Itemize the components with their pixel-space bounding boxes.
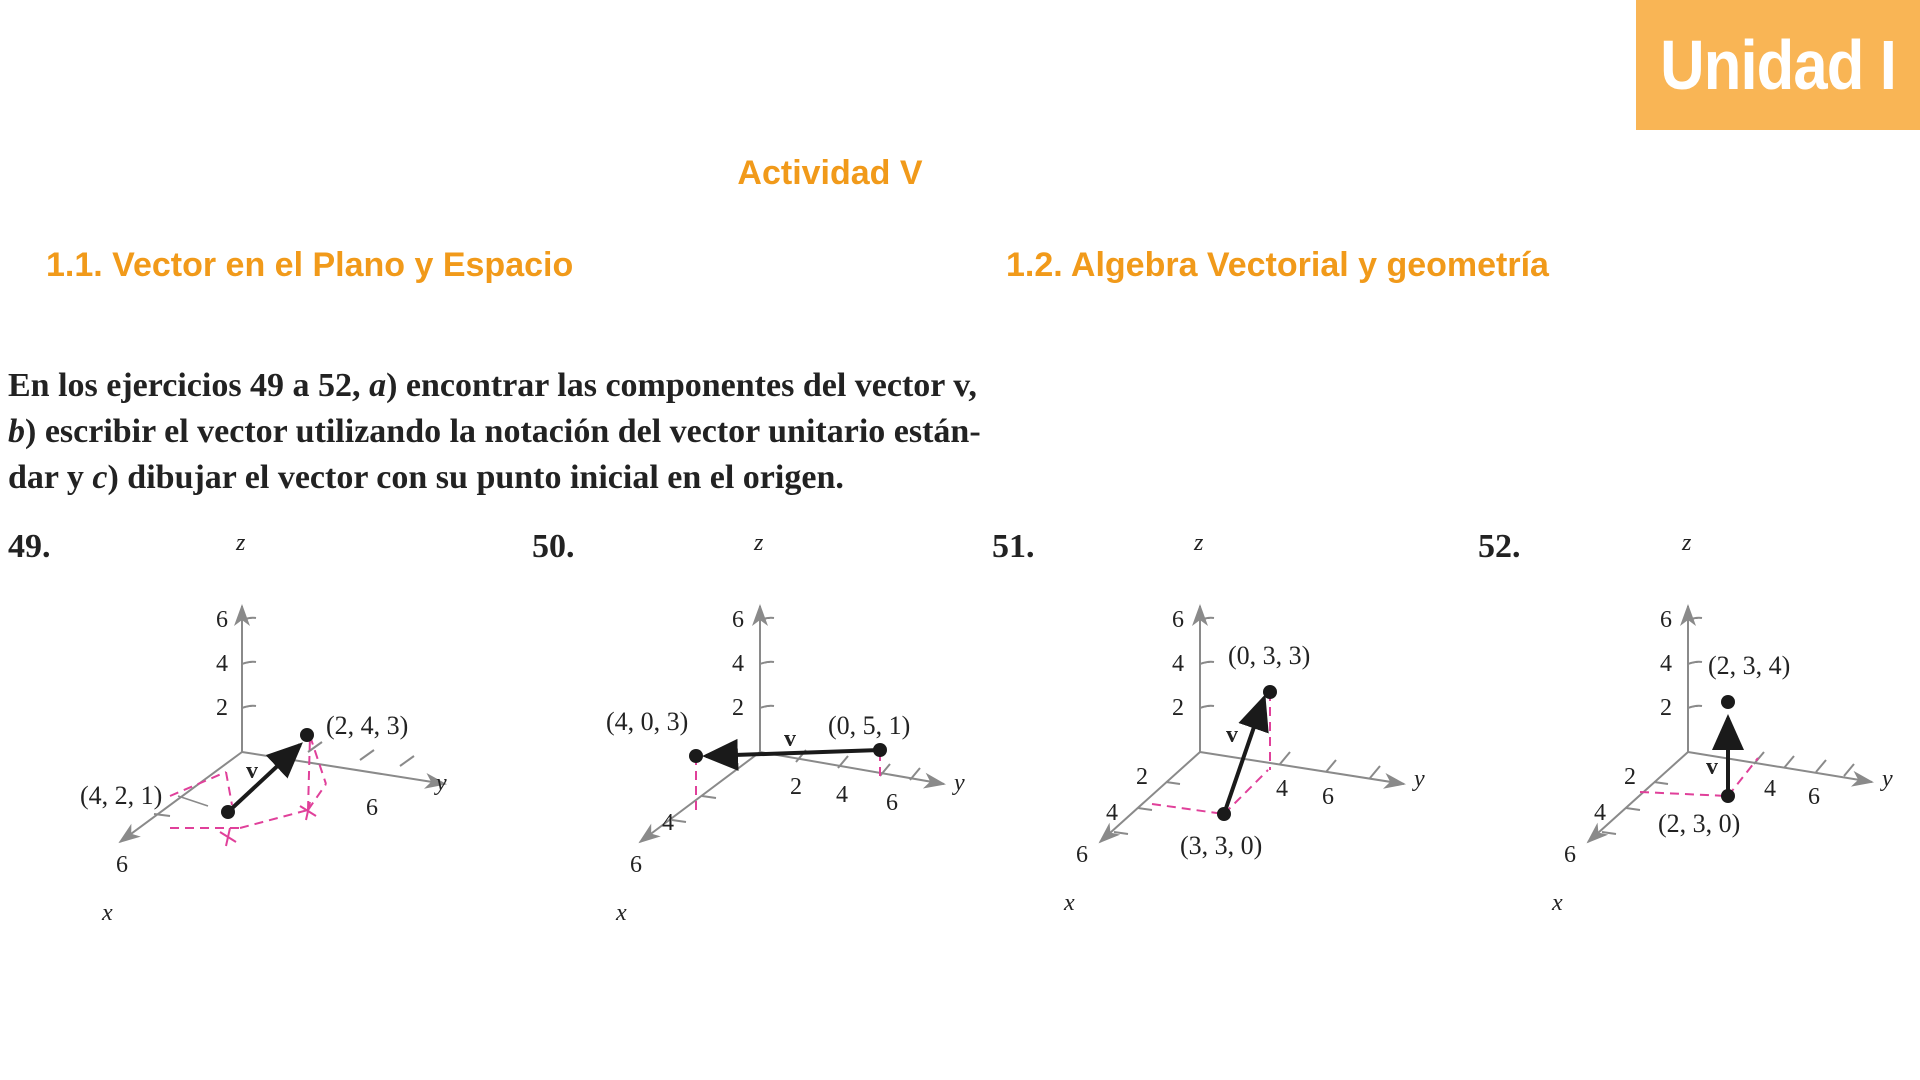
activity-title: Actividad V xyxy=(737,154,923,192)
z-tick-4: 4 xyxy=(732,651,744,677)
z-axis-label: z xyxy=(1682,530,1692,556)
exercise-50-graph xyxy=(580,520,1020,940)
z-tick-6: 6 xyxy=(216,607,228,633)
unit-badge-label: Unidad I xyxy=(1660,26,1896,104)
x-tick-6: 6 xyxy=(1076,842,1088,868)
z-tick-6: 6 xyxy=(1660,607,1672,633)
initial-point xyxy=(221,805,235,819)
exercise-number-50: 50. xyxy=(532,528,575,565)
y-axis-label: y xyxy=(1414,766,1425,792)
y-axis-label: y xyxy=(954,770,965,796)
y-tick-6: 6 xyxy=(1322,784,1334,810)
y-axis xyxy=(760,752,944,784)
vector-label: v xyxy=(784,726,796,752)
vector-label: v xyxy=(1706,754,1718,780)
exercise-52-graph xyxy=(1518,520,1920,940)
x-axis-label: x xyxy=(1552,890,1563,916)
y-tick-4: 4 xyxy=(1764,776,1776,802)
x-tick-2: 2 xyxy=(1624,764,1636,790)
terminal-point-label: (2, 4, 3) xyxy=(326,711,409,740)
exercise-number-49: 49. xyxy=(8,528,51,565)
terminal-point-label: (2, 3, 4) xyxy=(1708,651,1791,680)
z-axis-label: z xyxy=(236,530,246,556)
x-axis xyxy=(640,752,760,842)
unit-badge xyxy=(1636,0,1920,130)
instructions-paragraph xyxy=(8,363,1068,501)
z-tick-2: 2 xyxy=(1660,695,1672,721)
y-axis xyxy=(1200,752,1404,784)
z-tick-4: 4 xyxy=(1172,651,1184,677)
y-tick-6: 6 xyxy=(886,790,898,816)
x-tick-4: 4 xyxy=(662,810,674,836)
x-axis-label: x xyxy=(1064,890,1075,916)
z-tick-2: 2 xyxy=(216,695,228,721)
terminal-point-label: (0, 3, 3) xyxy=(1228,641,1311,670)
x-tick-6: 6 xyxy=(116,852,128,878)
initial-point-label: (3, 3, 0) xyxy=(1180,831,1263,860)
initial-point xyxy=(1217,807,1231,821)
instructions-line-1: En los ejercicios 49 a 52, a) encontrar las componentes del vector v, xyxy=(8,367,977,404)
y-tick-4: 4 xyxy=(1276,776,1288,802)
exercise-49-figure xyxy=(60,520,500,940)
x-axis-label: x xyxy=(102,900,113,926)
instructions-line-2: b) escribir el vector utilizando la notación del vector unitario están- xyxy=(8,413,981,450)
x-axis xyxy=(1100,752,1200,842)
x-tick-4: 4 xyxy=(1106,800,1118,826)
initial-point-label: (0, 5, 1) xyxy=(828,711,911,740)
terminal-point xyxy=(1721,695,1735,709)
z-tick-2: 2 xyxy=(732,695,744,721)
x-tick-6: 6 xyxy=(1564,842,1576,868)
z-tick-4: 4 xyxy=(216,651,228,677)
exercise-number-52: 52. xyxy=(1478,528,1521,565)
guide-lines xyxy=(696,752,880,810)
exercise-number-51: 51. xyxy=(992,528,1035,565)
y-tick-2: 2 xyxy=(790,774,802,800)
x-tick-4: 4 xyxy=(1594,800,1606,826)
vector-label: v xyxy=(246,758,258,784)
terminal-point-label: (4, 0, 3) xyxy=(606,707,689,736)
x-axis-label: x xyxy=(616,900,627,926)
z-tick-4: 4 xyxy=(1660,651,1672,677)
exercise-51-figure xyxy=(1030,520,1470,940)
exercise-52-figure xyxy=(1518,520,1920,940)
terminal-point xyxy=(1263,685,1277,699)
z-axis-label: z xyxy=(754,530,764,556)
terminal-point xyxy=(689,749,703,763)
section-title-1: 1.1. Vector en el Plano y Espacio xyxy=(46,246,574,284)
initial-point-label: (2, 3, 0) xyxy=(1658,809,1741,838)
guide-lines xyxy=(1640,758,1758,796)
y-tick-6: 6 xyxy=(1808,784,1820,810)
x-tick-2: 2 xyxy=(1136,764,1148,790)
exercise-50-figure xyxy=(580,520,1020,940)
z-tick-2: 2 xyxy=(1172,695,1184,721)
exercise-51-graph xyxy=(1030,520,1470,940)
vector-label: v xyxy=(1226,722,1238,748)
y-axis-label: y xyxy=(1882,766,1893,792)
y-tick-4: 4 xyxy=(836,782,848,808)
z-tick-6: 6 xyxy=(1172,607,1184,633)
x-tick-6: 6 xyxy=(630,852,642,878)
z-tick-6: 6 xyxy=(732,607,744,633)
instructions-line-3: dar y c) dibujar el vector con su punto inicial en el origen. xyxy=(8,459,844,496)
initial-point-label: (4, 2, 1) xyxy=(80,781,163,810)
initial-point xyxy=(873,743,887,757)
exercise-49-graph xyxy=(60,520,500,940)
y-axis-label: y xyxy=(436,770,447,796)
z-axis-label: z xyxy=(1194,530,1204,556)
section-title-2: 1.2. Algebra Vectorial y geometría xyxy=(1006,246,1549,284)
terminal-point xyxy=(300,728,314,742)
initial-point xyxy=(1721,789,1735,803)
y-tick-6: 6 xyxy=(366,795,378,821)
